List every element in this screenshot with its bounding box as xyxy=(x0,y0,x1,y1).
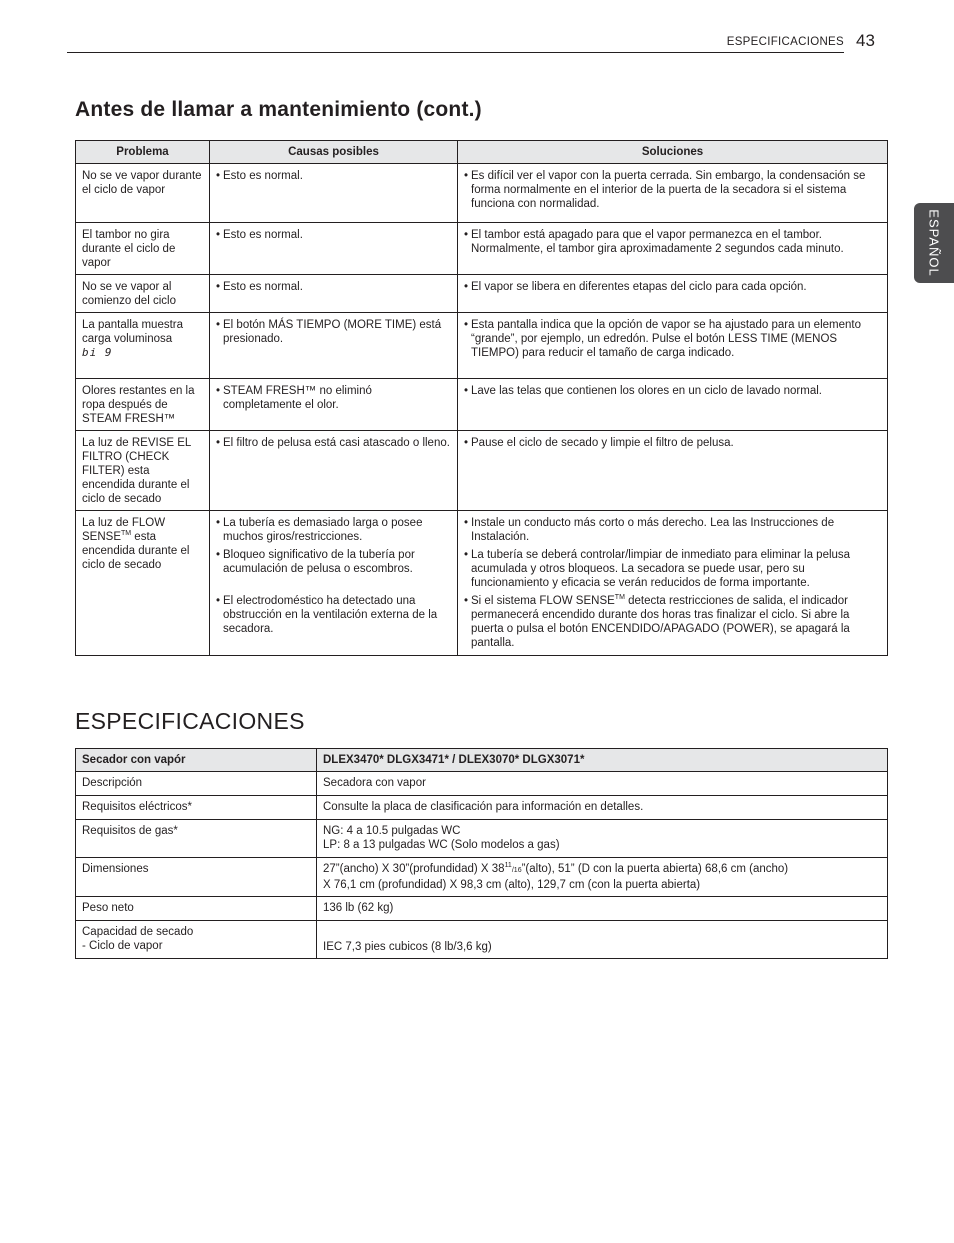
spec-value xyxy=(317,820,888,858)
table-row xyxy=(76,223,888,275)
spec-text: ”(alto), 51” (D con la puerta abierta) 68,6 cm (ancho) xyxy=(521,863,789,875)
spec-value: Consulte la placa de clasificación para información en detalles. xyxy=(317,796,888,820)
list-item: • La tubería es demasiado larga o posee muchos giros/restricciones. xyxy=(216,516,451,544)
list-item: • Esto es normal. xyxy=(216,280,451,294)
spec-label-line: Capacidad de secado xyxy=(82,926,194,938)
table-row xyxy=(76,164,888,223)
list-item: • Esto es normal. xyxy=(216,169,451,183)
causes-cell xyxy=(210,164,458,223)
list-item: • El tambor está apagado para que el vapor permanezca en el tambor. Normalmente, el tambor gira aproximadamente 2 segundos cada minuto. xyxy=(464,228,881,256)
causes-cell xyxy=(210,379,458,431)
column-header: Problema xyxy=(76,141,210,164)
problem-cell: No se ve vapor durante el ciclo de vapor xyxy=(76,164,210,223)
list-item: • STEAM FRESH™ no eliminó completamente el olor. xyxy=(216,384,451,412)
spec-value xyxy=(317,858,888,897)
list-item: • Instale un conducto más corto o más derecho. Lea las Instrucciones de Instalación. xyxy=(464,516,881,544)
table-row xyxy=(76,897,888,921)
spec-label: Peso neto xyxy=(76,897,317,921)
spec-value-line: NG: 4 a 10.5 pulgadas WC xyxy=(323,825,461,837)
solutions-cell xyxy=(458,223,888,275)
problem-cell xyxy=(76,511,210,656)
table-header-row xyxy=(76,749,888,772)
language-tab xyxy=(914,203,954,283)
spec-label xyxy=(76,921,317,959)
spec-label: Dimensiones xyxy=(76,858,317,897)
problem-text: esta encendida durante el ciclo de secado xyxy=(82,531,190,571)
table-row xyxy=(76,275,888,313)
solutions-cell xyxy=(458,379,888,431)
spec-value: Secadora con vapor xyxy=(317,772,888,796)
causes-cell xyxy=(210,313,458,379)
table-row xyxy=(76,431,888,511)
display-readout: bi 9 xyxy=(82,346,113,359)
solutions-cell xyxy=(458,275,888,313)
problem-cell: Olores restantes en la ropa después de STEAM FRESH™ xyxy=(76,379,210,431)
solutions-cell xyxy=(458,431,888,511)
solutions-cell xyxy=(458,313,888,379)
list-item: • El filtro de pelusa está casi atascado o lleno. xyxy=(216,436,451,450)
page-number: 43 xyxy=(856,31,875,50)
solutions-cell xyxy=(458,511,888,656)
list-item: • El electrodoméstico ha detectado una obstrucción en la ventilación externa de la secadora. xyxy=(216,594,451,636)
causes-cell xyxy=(210,431,458,511)
causes-cell xyxy=(210,275,458,313)
column-header: Soluciones xyxy=(458,141,888,164)
list-item: • El vapor se libera en diferentes etapas del ciclo para cada opción. xyxy=(464,280,881,294)
troubleshooting-title: Antes de llamar a mantenimiento (cont.) xyxy=(75,98,482,121)
list-item: • Bloqueo significativo de la tubería por acumulación de pelusa o escombros. xyxy=(216,548,451,576)
spec-label: Requisitos eléctricos* xyxy=(76,796,317,820)
causes-cell xyxy=(210,223,458,275)
specs-title: ESPECIFICACIONES xyxy=(75,708,305,734)
table-row xyxy=(76,313,888,379)
problem-text: La luz de FLOW SENSE xyxy=(82,517,166,543)
solution-text: Si el sistema FLOW SENSE xyxy=(471,595,615,607)
problem-cell: La luz de REVISE EL FILTRO (CHECK FILTER) esta encendida durante el ciclo de secado xyxy=(76,431,210,511)
column-header: Causas posibles xyxy=(210,141,458,164)
spec-label: Descripción xyxy=(76,772,317,796)
table-row xyxy=(76,796,888,820)
problem-text: La pantalla muestra carga voluminosa xyxy=(82,319,184,345)
spec-value-line: LP: 8 a 13 pulgadas WC (Solo modelos a gas) xyxy=(323,839,560,851)
table-row xyxy=(76,379,888,431)
specs-header-models: DLEX3470* DLGX3471* / DLEX3070* DLGX3071* xyxy=(317,749,888,772)
spec-value-line: 27”(ancho) X 30”(profundidad) X $38^{11}/16”(alto)$, 51” (D con la puerta abierta) 68,6 cm (ancho) xyxy=(323,862,789,875)
list-item: • El botón MÁS TIEMPO (MORE TIME) está presionado. xyxy=(216,318,451,346)
trademark-sup: TM xyxy=(121,530,132,538)
solutions-cell xyxy=(458,164,888,223)
specs-header-label: Secador con vapór xyxy=(76,749,317,772)
table-header-row xyxy=(76,141,888,164)
spec-value-line: X 76,1 cm (profundidad) X 98,3 cm (alto), 129,7 cm (con la puerta abierta) xyxy=(323,879,701,891)
spec-label-line: - Ciclo de vapor xyxy=(82,940,163,952)
specs-table xyxy=(75,748,888,959)
spec-value xyxy=(317,921,888,959)
problem-cell: El tambor no gira durante el ciclo de vapor xyxy=(76,223,210,275)
table-row xyxy=(76,772,888,796)
fraction-numerator: 11 xyxy=(504,862,512,870)
causes-cell xyxy=(210,511,458,656)
spec-text: 27”(ancho) X 30”(profundidad) X 38 xyxy=(323,863,505,875)
table-row xyxy=(76,858,888,897)
solution-text: detecta restricciones de salida, el indicador permanecerá encendido durante dos horas tras finalizar el ciclo. Si abre la puerta o pulsa el botón ENCENDIDO/APAGADO (POWER), se apagará la pantalla. xyxy=(471,595,850,649)
table-row xyxy=(76,820,888,858)
problem-cell xyxy=(76,313,210,379)
language-tab-label: ESPAÑOL xyxy=(926,209,942,277)
trademark-sup: TM xyxy=(614,594,625,602)
fraction-denominator: 16 xyxy=(513,867,522,874)
list-item xyxy=(464,594,881,650)
table-row xyxy=(76,921,888,959)
list-item: • Esto es normal. xyxy=(216,228,451,242)
list-item: • La tubería se deberá controlar/limpiar de inmediato para eliminar la pelusa acumulada y otros bloqueos. La secadora se puede usar, pero su funcionamiento y eficacia se verán reducidos de forma importante. xyxy=(464,548,881,590)
header-rule xyxy=(67,52,844,53)
spec-text: IEC 7,3 pies cubicos (8 lb/3,6 kg) xyxy=(323,941,492,953)
running-header: ESPECIFICACIONES xyxy=(726,36,844,48)
troubleshooting-table xyxy=(75,140,888,656)
table-row xyxy=(76,511,888,656)
list-item: • Es difícil ver el vapor con la puerta cerrada. Sin embargo, la condensación se forma normalmente en el interior de la puerta de la secadora si el sistema funciona con normalidad. xyxy=(464,169,881,211)
list-item: • Esta pantalla indica que la opción de vapor se ha ajustado para un elemento “grande”, por ejemplo, un edredón. Pulse el botón LESS TIME (MENOS TIEMPO) para reducir el tamaño de carga indicado. xyxy=(464,318,881,360)
spec-value: 136 lb (62 kg) xyxy=(317,897,888,921)
spec-label: Requisitos de gas* xyxy=(76,820,317,858)
list-item: • Pause el ciclo de secado y limpie el filtro de pelusa. xyxy=(464,436,881,450)
list-item: • Lave las telas que contienen los olores en un ciclo de lavado normal. xyxy=(464,384,881,398)
problem-cell: No se ve vapor al comienzo del ciclo xyxy=(76,275,210,313)
